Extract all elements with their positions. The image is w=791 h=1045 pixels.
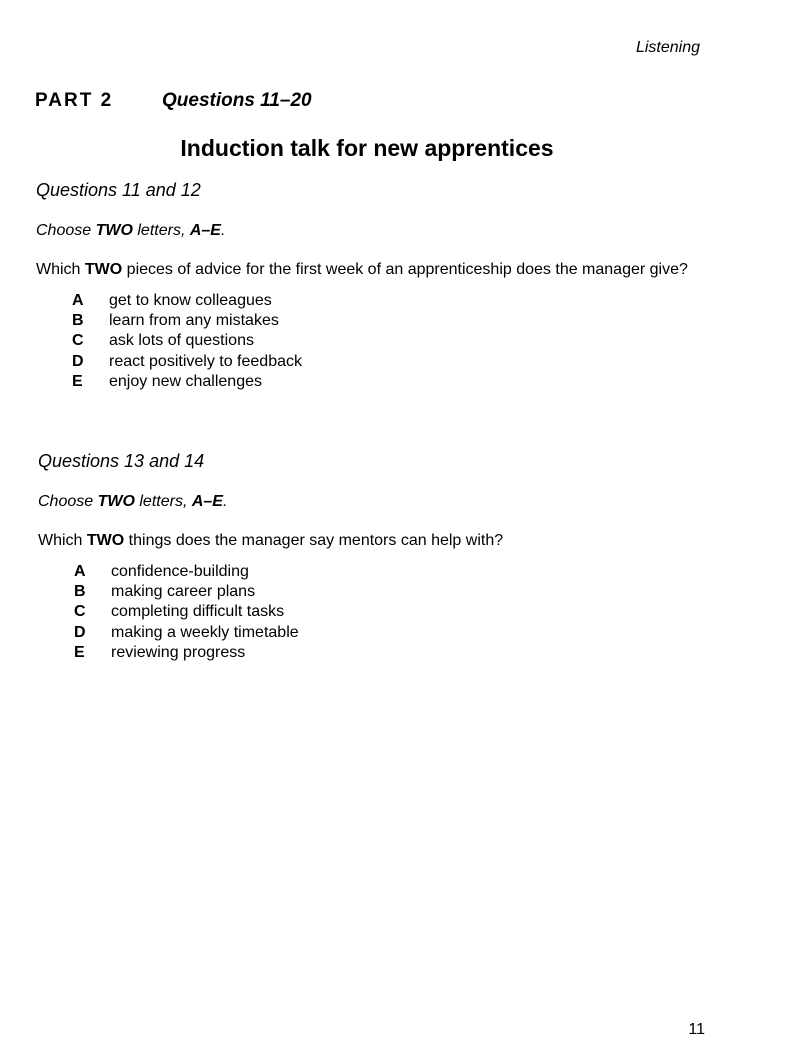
questions-range: Questions 11–20 bbox=[162, 90, 312, 111]
option-c bbox=[72, 331, 302, 351]
option-letter: A bbox=[74, 563, 86, 580]
option-text: making a weekly timetable bbox=[111, 623, 299, 641]
option-c bbox=[74, 602, 299, 622]
option-letter: D bbox=[74, 623, 86, 641]
option-letter: D bbox=[72, 352, 84, 370]
option-text: react positively to feedback bbox=[109, 352, 302, 370]
part-label: PART 2 bbox=[35, 90, 114, 111]
option-text: making career plans bbox=[111, 583, 256, 601]
option-letter: A bbox=[72, 292, 84, 309]
option-e bbox=[72, 372, 302, 392]
option-text: reviewing progress bbox=[111, 643, 246, 661]
section-heading: Questions 13 and 14 bbox=[38, 451, 205, 471]
section-heading: Questions 11 and 12 bbox=[36, 180, 201, 200]
option-text: learn from any mistakes bbox=[109, 312, 279, 330]
option-letter: C bbox=[72, 332, 84, 350]
option-text: confidence-building bbox=[111, 563, 249, 580]
option-a bbox=[74, 562, 299, 582]
option-b bbox=[74, 582, 299, 602]
option-letter: B bbox=[72, 312, 84, 330]
page-number: 11 bbox=[688, 1021, 705, 1038]
option-text: get to know colleagues bbox=[109, 292, 272, 309]
option-d bbox=[74, 623, 299, 643]
running-head: Listening bbox=[635, 39, 700, 56]
answer-options bbox=[72, 291, 302, 392]
option-a bbox=[72, 291, 302, 311]
answer-options bbox=[74, 562, 299, 663]
option-letter: E bbox=[72, 372, 83, 390]
option-b bbox=[72, 311, 302, 331]
option-text: ask lots of questions bbox=[109, 332, 254, 350]
option-d bbox=[72, 352, 302, 372]
section-instruction: Choose TWO letters, A–E. bbox=[38, 493, 228, 510]
option-letter: B bbox=[74, 583, 86, 601]
option-text: enjoy new challenges bbox=[109, 372, 262, 390]
section-instruction: Choose TWO letters, A–E. bbox=[36, 222, 226, 239]
question-prompt: Which TWO pieces of advice for the first week of an apprenticeship does the manager give? bbox=[36, 261, 688, 278]
option-letter: E bbox=[74, 643, 85, 661]
option-e bbox=[74, 643, 299, 663]
option-letter: C bbox=[74, 603, 86, 621]
page-title: Induction talk for new apprentices bbox=[180, 135, 554, 161]
question-prompt: Which TWO things does the manager say mentors can help with? bbox=[38, 532, 504, 549]
option-text: completing difficult tasks bbox=[111, 603, 285, 621]
